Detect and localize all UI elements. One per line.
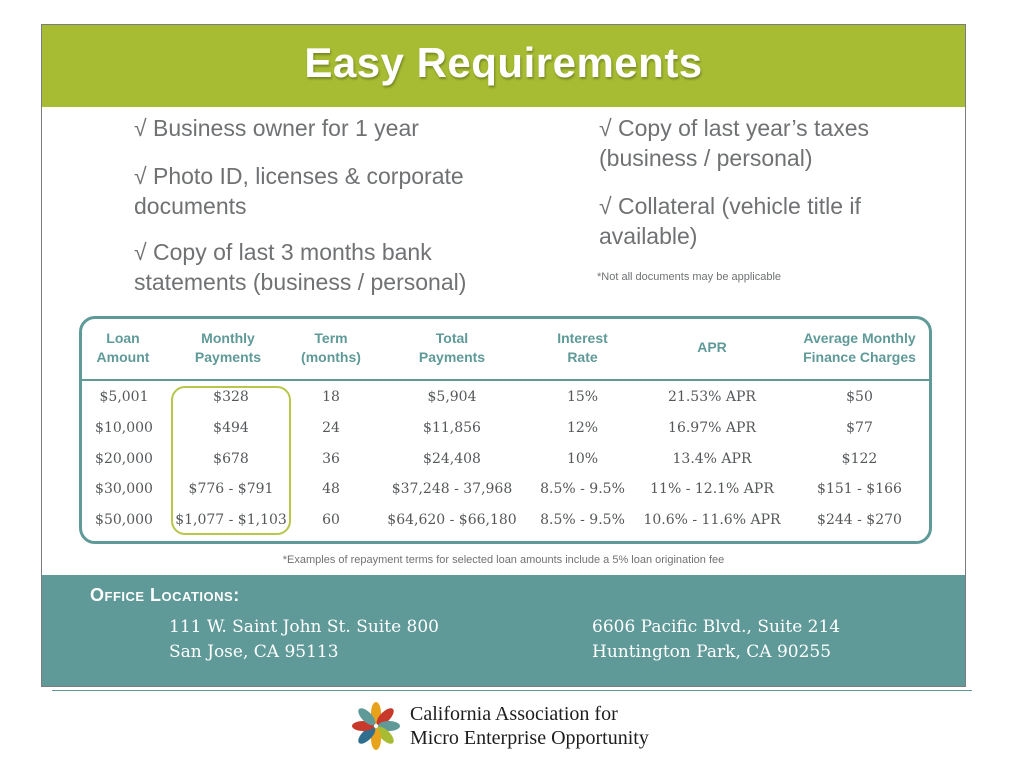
requirement-business-owner: √ Business owner for 1 year — [134, 115, 419, 141]
cell-interest-rate: 8.5% - 9.5% — [540, 512, 625, 528]
cell-apr: 16.97% APR — [668, 420, 756, 436]
cell-finance-charge: $244 - $270 — [817, 512, 902, 528]
cell-total-payments: $5,904 — [427, 389, 477, 405]
cell-term: 48 — [322, 481, 340, 497]
requirement-bank-statements: √ Copy of last 3 months bank statements (business / personal) — [134, 239, 467, 295]
header-total-payments: Total Payments — [418, 330, 486, 365]
cell-interest-rate: 12% — [566, 420, 599, 436]
cell-loan-amount: $20,000 — [95, 451, 153, 467]
cell-apr: 21.53% APR — [668, 389, 756, 405]
documents-note: *Not all documents may be applicable — [597, 271, 782, 283]
title-banner — [42, 25, 965, 107]
organization-name-line2: Micro Enterprise Opportunity — [410, 727, 649, 749]
cell-term: 36 — [322, 451, 340, 467]
cell-apr: 10.6% - 11.6% APR — [643, 512, 781, 528]
cell-loan-amount: $10,000 — [95, 420, 153, 436]
cell-apr: 11% - 12.1% APR — [650, 481, 774, 497]
header-term: Term (months) — [301, 330, 361, 365]
office-locations-panel — [42, 575, 965, 687]
cell-interest-rate: 10% — [566, 451, 599, 467]
requirement-collateral: √ Collateral (vehicle title if available) — [599, 193, 861, 249]
office-address-huntington-park: 6606 Pacific Blvd., Suite 214 Huntington Park, CA 90255 — [592, 617, 841, 662]
cell-finance-charge: $122 — [841, 451, 878, 467]
cell-monthly-payment: $328 — [213, 389, 249, 405]
cell-monthly-payment: $678 — [213, 451, 249, 467]
cell-total-payments: $37,248 - 37,968 — [391, 481, 513, 497]
cell-loan-amount: $5,001 — [99, 389, 149, 405]
cell-term: 24 — [322, 420, 340, 436]
cell-total-payments: $11,856 — [423, 420, 481, 436]
cell-total-payments: $64,620 - $66,180 — [387, 512, 517, 528]
bottom-divider — [52, 690, 972, 691]
cell-finance-charge: $50 — [846, 389, 873, 405]
cell-loan-amount: $30,000 — [95, 481, 153, 497]
flower-logo-icon — [350, 700, 402, 752]
table-footnote: *Examples of repayment terms for selected loan amounts include a 5% loan origination fee — [282, 554, 725, 566]
page-title: Easy Requirements — [304, 39, 703, 86]
cell-term: 60 — [322, 512, 340, 528]
table-row — [82, 474, 929, 504]
organization-name-line1: California Association for — [410, 703, 618, 725]
office-locations-title: Office Locations: — [90, 585, 240, 605]
cell-monthly-payment: $494 — [213, 420, 249, 436]
table-row — [82, 413, 929, 443]
cell-monthly-payment: $776 - $791 — [188, 481, 274, 497]
requirement-photo-id: √ Photo ID, licenses & corporate documents — [134, 163, 464, 219]
table-row — [82, 444, 929, 474]
cell-loan-amount: $50,000 — [95, 512, 153, 528]
requirement-taxes: √ Copy of last year’s taxes (business / personal) — [599, 115, 870, 171]
header-apr: APR — [697, 339, 727, 355]
cell-finance-charge: $151 - $166 — [817, 481, 902, 497]
cell-finance-charge: $77 — [846, 420, 873, 436]
table-row — [82, 382, 929, 412]
header-monthly-payments: Monthly Payments — [194, 330, 262, 365]
cell-monthly-payment: $1,077 - $1,103 — [175, 512, 287, 528]
header-interest-rate: Interest Rate — [557, 330, 608, 365]
cell-apr: 13.4% APR — [672, 451, 752, 467]
header-divider — [82, 379, 929, 381]
cell-term: 18 — [322, 389, 340, 405]
cell-total-payments: $24,408 — [423, 451, 481, 467]
header-finance-charges: Average Monthly Finance Charges — [803, 330, 916, 365]
loan-table — [79, 316, 932, 544]
table-header — [82, 319, 929, 379]
cell-interest-rate: 15% — [566, 389, 599, 405]
organization-name — [410, 702, 649, 750]
header-loan-amount: Loan Amount — [96, 330, 150, 365]
requirements-card — [41, 24, 966, 687]
cell-interest-rate: 8.5% - 9.5% — [540, 481, 625, 497]
office-address-san-jose: 111 W. Saint John St. Suite 800 San Jose, CA 95113 — [169, 617, 439, 662]
table-row — [82, 505, 929, 535]
